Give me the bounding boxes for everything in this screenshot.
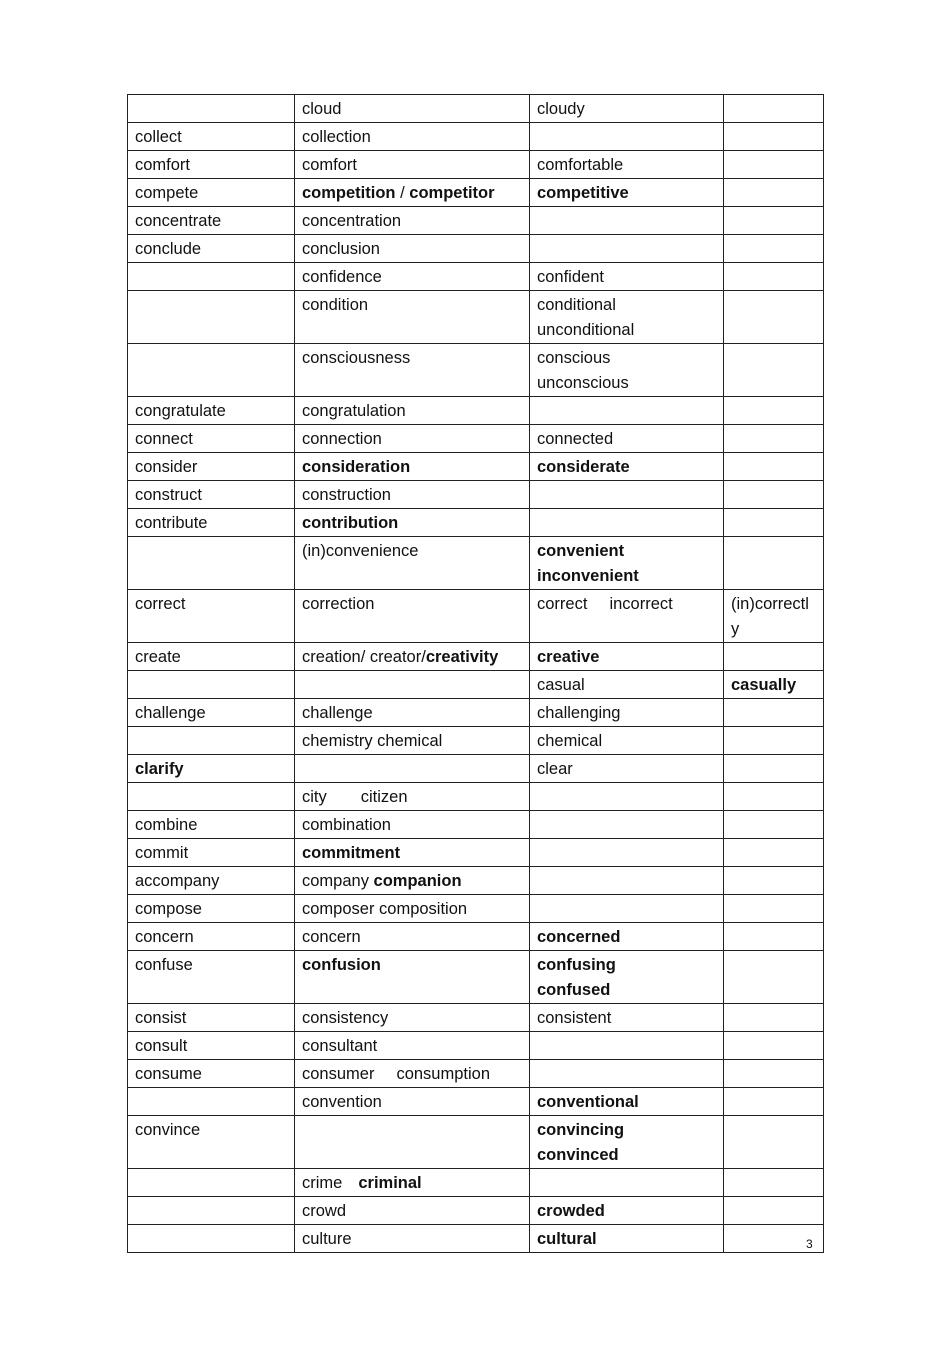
base-verb-cell xyxy=(128,643,295,671)
word-text: consumer xyxy=(302,1065,375,1083)
table-row xyxy=(128,179,824,207)
word-text: consciousness xyxy=(302,349,411,367)
word-text: company xyxy=(302,872,374,890)
adverb-cell xyxy=(724,1197,824,1225)
noun-cell xyxy=(295,811,530,839)
word-text: crowd xyxy=(302,1202,347,1220)
noun-cell xyxy=(295,537,530,590)
base-verb-cell xyxy=(128,1169,295,1197)
word-text: cultural xyxy=(537,1230,597,1248)
adverb-cell xyxy=(724,867,824,895)
word-text: / xyxy=(395,184,410,202)
word-text: concern xyxy=(302,928,361,946)
word-text: crime xyxy=(302,1174,343,1192)
adjective-cell xyxy=(530,1169,724,1197)
base-verb-cell xyxy=(128,1225,295,1253)
adverb-cell xyxy=(724,123,824,151)
word-text: citizen xyxy=(360,788,408,806)
table-row xyxy=(128,811,824,839)
word-text: create xyxy=(135,648,181,666)
word-text: creation/ creator/ xyxy=(302,648,426,666)
word-text: consultant xyxy=(302,1037,378,1055)
word-text: contribution xyxy=(302,514,399,532)
word-text: creative xyxy=(537,648,600,666)
table-row xyxy=(128,699,824,727)
word-text: incorrect xyxy=(609,595,673,613)
table-row xyxy=(128,1197,824,1225)
table-row xyxy=(128,1169,824,1197)
noun-cell xyxy=(295,151,530,179)
noun-cell xyxy=(295,481,530,509)
word-text: confuse xyxy=(135,956,193,974)
noun-cell xyxy=(295,895,530,923)
adjective-cell xyxy=(530,727,724,755)
noun-cell xyxy=(295,1088,530,1116)
word-text: culture xyxy=(302,1230,352,1248)
word-text: congratulation xyxy=(302,402,406,420)
word-table xyxy=(127,94,824,1253)
noun-cell xyxy=(295,397,530,425)
word-text: confident xyxy=(537,268,604,286)
adverb-cell xyxy=(724,895,824,923)
word-text: construction xyxy=(302,486,391,504)
adjective-cell xyxy=(530,839,724,867)
base-verb-cell xyxy=(128,481,295,509)
word-text: unconscious xyxy=(537,374,629,392)
word-text: clear xyxy=(537,760,573,778)
word-text: unconditional xyxy=(537,321,635,339)
table-row xyxy=(128,425,824,453)
adjective-cell xyxy=(530,867,724,895)
table-row xyxy=(128,951,824,1004)
word-text: clarify xyxy=(135,760,184,778)
noun-cell xyxy=(295,207,530,235)
word-text: compete xyxy=(135,184,199,202)
word-text: convention xyxy=(302,1093,382,1111)
base-verb-cell xyxy=(128,923,295,951)
base-verb-cell xyxy=(128,344,295,397)
adjective-cell xyxy=(530,1060,724,1088)
adverb-cell xyxy=(724,1032,824,1060)
noun-cell xyxy=(295,95,530,123)
table-row xyxy=(128,291,824,344)
word-text: challenge xyxy=(302,704,373,722)
adverb-cell xyxy=(724,727,824,755)
noun-cell xyxy=(295,344,530,397)
word-text: conventional xyxy=(537,1093,639,1111)
word-text: confidence xyxy=(302,268,382,286)
word-text: consume xyxy=(135,1065,202,1083)
adjective-cell xyxy=(530,1197,724,1225)
base-verb-cell xyxy=(128,207,295,235)
adjective-cell xyxy=(530,235,724,263)
adjective-cell xyxy=(530,179,724,207)
word-text: collect xyxy=(135,128,182,146)
table-row xyxy=(128,481,824,509)
table-row xyxy=(128,1225,824,1253)
word-text: correct xyxy=(537,595,588,613)
table-row xyxy=(128,123,824,151)
word-table-body xyxy=(128,95,824,1253)
table-row xyxy=(128,1060,824,1088)
adjective-cell xyxy=(530,425,724,453)
adverb-cell xyxy=(724,671,824,699)
word-text: consistency xyxy=(302,1009,389,1027)
base-verb-cell xyxy=(128,291,295,344)
table-row xyxy=(128,895,824,923)
table-row xyxy=(128,207,824,235)
adjective-cell xyxy=(530,951,724,1004)
noun-cell xyxy=(295,699,530,727)
word-text: conditional xyxy=(537,296,616,314)
word-text: condition xyxy=(302,296,369,314)
table-row xyxy=(128,509,824,537)
adjective-cell xyxy=(530,344,724,397)
word-text: city xyxy=(302,788,327,806)
word-text: confusing xyxy=(537,956,616,974)
adverb-cell xyxy=(724,923,824,951)
noun-cell xyxy=(295,453,530,481)
base-verb-cell xyxy=(128,151,295,179)
table-row xyxy=(128,235,824,263)
table-row xyxy=(128,755,824,783)
adjective-cell xyxy=(530,453,724,481)
noun-cell xyxy=(295,923,530,951)
adverb-cell xyxy=(724,1088,824,1116)
base-verb-cell xyxy=(128,1116,295,1169)
word-text: conscious xyxy=(537,349,611,367)
word-text: construct xyxy=(135,486,202,504)
word-text: competitive xyxy=(537,184,629,202)
word-text: crowded xyxy=(537,1202,605,1220)
base-verb-cell xyxy=(128,839,295,867)
word-text: concerned xyxy=(537,928,621,946)
adverb-cell xyxy=(724,1004,824,1032)
adverb-cell xyxy=(724,839,824,867)
adjective-cell xyxy=(530,1116,724,1169)
table-row xyxy=(128,263,824,291)
table-row xyxy=(128,344,824,397)
adverb-cell xyxy=(724,235,824,263)
word-text: commitment xyxy=(302,844,401,862)
word-text: consult xyxy=(135,1037,188,1055)
word-text: composer composition xyxy=(302,900,468,918)
table-row xyxy=(128,453,824,481)
base-verb-cell xyxy=(128,235,295,263)
word-text: consist xyxy=(135,1009,187,1027)
adverb-cell xyxy=(724,1116,824,1169)
table-row xyxy=(128,537,824,590)
word-text: casual xyxy=(537,676,585,694)
noun-cell xyxy=(295,179,530,207)
word-text: conclusion xyxy=(302,240,380,258)
word-text: cloud xyxy=(302,100,342,118)
base-verb-cell xyxy=(128,867,295,895)
adjective-cell xyxy=(530,923,724,951)
adverb-cell xyxy=(724,811,824,839)
adverb-cell xyxy=(724,1169,824,1197)
adjective-cell xyxy=(530,123,724,151)
noun-cell xyxy=(295,291,530,344)
table-row xyxy=(128,923,824,951)
adverb-cell xyxy=(724,643,824,671)
adverb-cell xyxy=(724,453,824,481)
table-row xyxy=(128,95,824,123)
adverb-cell xyxy=(724,1060,824,1088)
word-text: conclude xyxy=(135,240,202,258)
word-text: criminal xyxy=(358,1174,422,1192)
word-text: connection xyxy=(302,430,382,448)
word-text: combination xyxy=(302,816,391,834)
noun-cell xyxy=(295,839,530,867)
base-verb-cell xyxy=(128,755,295,783)
word-text: consider xyxy=(135,458,198,476)
word-text: (in)correctly xyxy=(731,595,809,638)
word-text: correction xyxy=(302,595,375,613)
adverb-cell xyxy=(724,207,824,235)
word-text: (in)convenience xyxy=(302,542,419,560)
base-verb-cell xyxy=(128,123,295,151)
noun-cell xyxy=(295,671,530,699)
base-verb-cell xyxy=(128,727,295,755)
word-text: correct xyxy=(135,595,186,613)
word-text: concern xyxy=(135,928,194,946)
adjective-cell xyxy=(530,263,724,291)
word-text: concentration xyxy=(302,212,402,230)
table-row xyxy=(128,727,824,755)
noun-cell xyxy=(295,867,530,895)
word-text: concentrate xyxy=(135,212,222,230)
word-text: combine xyxy=(135,816,198,834)
base-verb-cell xyxy=(128,537,295,590)
table-row xyxy=(128,397,824,425)
page-number: 3 xyxy=(806,1237,813,1251)
table-row xyxy=(128,643,824,671)
word-text: competitor xyxy=(409,184,495,202)
noun-cell xyxy=(295,755,530,783)
base-verb-cell xyxy=(128,425,295,453)
adjective-cell xyxy=(530,509,724,537)
noun-cell xyxy=(295,1060,530,1088)
word-text: convince xyxy=(135,1121,201,1139)
adjective-cell xyxy=(530,895,724,923)
word-text: comfortable xyxy=(537,156,624,174)
adverb-cell xyxy=(724,344,824,397)
table-row xyxy=(128,783,824,811)
word-text: congratulate xyxy=(135,402,226,420)
noun-cell xyxy=(295,1197,530,1225)
word-text: cloudy xyxy=(537,100,585,118)
word-text: connect xyxy=(135,430,193,448)
adverb-cell xyxy=(724,783,824,811)
table-row xyxy=(128,1088,824,1116)
adverb-cell xyxy=(724,509,824,537)
adverb-cell xyxy=(724,95,824,123)
base-verb-cell xyxy=(128,453,295,481)
base-verb-cell xyxy=(128,1197,295,1225)
adjective-cell xyxy=(530,397,724,425)
adverb-cell xyxy=(724,951,824,1004)
noun-cell xyxy=(295,590,530,643)
adverb-cell xyxy=(724,397,824,425)
word-text: collection xyxy=(302,128,371,146)
noun-cell xyxy=(295,263,530,291)
word-text: companion xyxy=(373,872,462,890)
word-text: comfort xyxy=(302,156,358,174)
adverb-cell xyxy=(724,291,824,344)
base-verb-cell xyxy=(128,263,295,291)
word-text: convenient xyxy=(537,542,625,560)
word-text: challenging xyxy=(537,704,621,722)
adverb-cell xyxy=(724,699,824,727)
base-verb-cell xyxy=(128,671,295,699)
adverb-cell xyxy=(724,590,824,643)
table-row xyxy=(128,1004,824,1032)
adjective-cell xyxy=(530,671,724,699)
word-text: connected xyxy=(537,430,614,448)
adjective-cell xyxy=(530,481,724,509)
adverb-cell xyxy=(724,755,824,783)
table-row xyxy=(128,867,824,895)
base-verb-cell xyxy=(128,1004,295,1032)
word-text: consistent xyxy=(537,1009,612,1027)
adjective-cell xyxy=(530,811,724,839)
noun-cell xyxy=(295,123,530,151)
word-text: compose xyxy=(135,900,202,918)
noun-cell xyxy=(295,1116,530,1169)
noun-cell xyxy=(295,425,530,453)
base-verb-cell xyxy=(128,811,295,839)
base-verb-cell xyxy=(128,590,295,643)
base-verb-cell xyxy=(128,1060,295,1088)
word-text: challenge xyxy=(135,704,206,722)
word-text: consumption xyxy=(396,1065,491,1083)
adjective-cell xyxy=(530,1225,724,1253)
word-text: accompany xyxy=(135,872,220,890)
noun-cell xyxy=(295,509,530,537)
table-row xyxy=(128,839,824,867)
adverb-cell xyxy=(724,263,824,291)
noun-cell xyxy=(295,1004,530,1032)
adjective-cell xyxy=(530,755,724,783)
table-row xyxy=(128,151,824,179)
adjective-cell xyxy=(530,207,724,235)
base-verb-cell xyxy=(128,397,295,425)
adverb-cell xyxy=(724,179,824,207)
word-text: convinced xyxy=(537,1146,619,1164)
adjective-cell xyxy=(530,1088,724,1116)
table-row xyxy=(128,671,824,699)
adjective-cell xyxy=(530,1004,724,1032)
noun-cell xyxy=(295,643,530,671)
noun-cell xyxy=(295,951,530,1004)
word-text: chemical xyxy=(537,732,603,750)
adverb-cell xyxy=(724,151,824,179)
adjective-cell xyxy=(530,783,724,811)
word-text: contribute xyxy=(135,514,208,532)
adjective-cell xyxy=(530,590,724,643)
adjective-cell xyxy=(530,291,724,344)
base-verb-cell xyxy=(128,895,295,923)
base-verb-cell xyxy=(128,783,295,811)
noun-cell xyxy=(295,1032,530,1060)
noun-cell xyxy=(295,1169,530,1197)
word-text: consideration xyxy=(302,458,411,476)
noun-cell xyxy=(295,1225,530,1253)
adjective-cell xyxy=(530,95,724,123)
word-text: creativity xyxy=(425,648,499,666)
word-text: chemistry chemical xyxy=(302,732,443,750)
word-text: confusion xyxy=(302,956,381,974)
adverb-cell xyxy=(724,481,824,509)
base-verb-cell xyxy=(128,951,295,1004)
adjective-cell xyxy=(530,537,724,590)
word-text: confused xyxy=(537,981,611,999)
word-text: considerate xyxy=(537,458,630,476)
noun-cell xyxy=(295,727,530,755)
table-row xyxy=(128,1116,824,1169)
adverb-cell xyxy=(724,425,824,453)
word-text: convincing xyxy=(537,1121,625,1139)
adjective-cell xyxy=(530,1032,724,1060)
word-text: commit xyxy=(135,844,189,862)
table-row xyxy=(128,590,824,643)
base-verb-cell xyxy=(128,509,295,537)
word-text: comfort xyxy=(135,156,191,174)
adjective-cell xyxy=(530,643,724,671)
base-verb-cell xyxy=(128,1032,295,1060)
base-verb-cell xyxy=(128,699,295,727)
noun-cell xyxy=(295,235,530,263)
adjective-cell xyxy=(530,699,724,727)
word-text: casually xyxy=(731,676,797,694)
table-row xyxy=(128,1032,824,1060)
base-verb-cell xyxy=(128,1088,295,1116)
word-text: inconvenient xyxy=(537,567,639,585)
word-text: competition xyxy=(302,184,396,202)
adverb-cell xyxy=(724,537,824,590)
adjective-cell xyxy=(530,151,724,179)
base-verb-cell xyxy=(128,179,295,207)
noun-cell xyxy=(295,783,530,811)
base-verb-cell xyxy=(128,95,295,123)
